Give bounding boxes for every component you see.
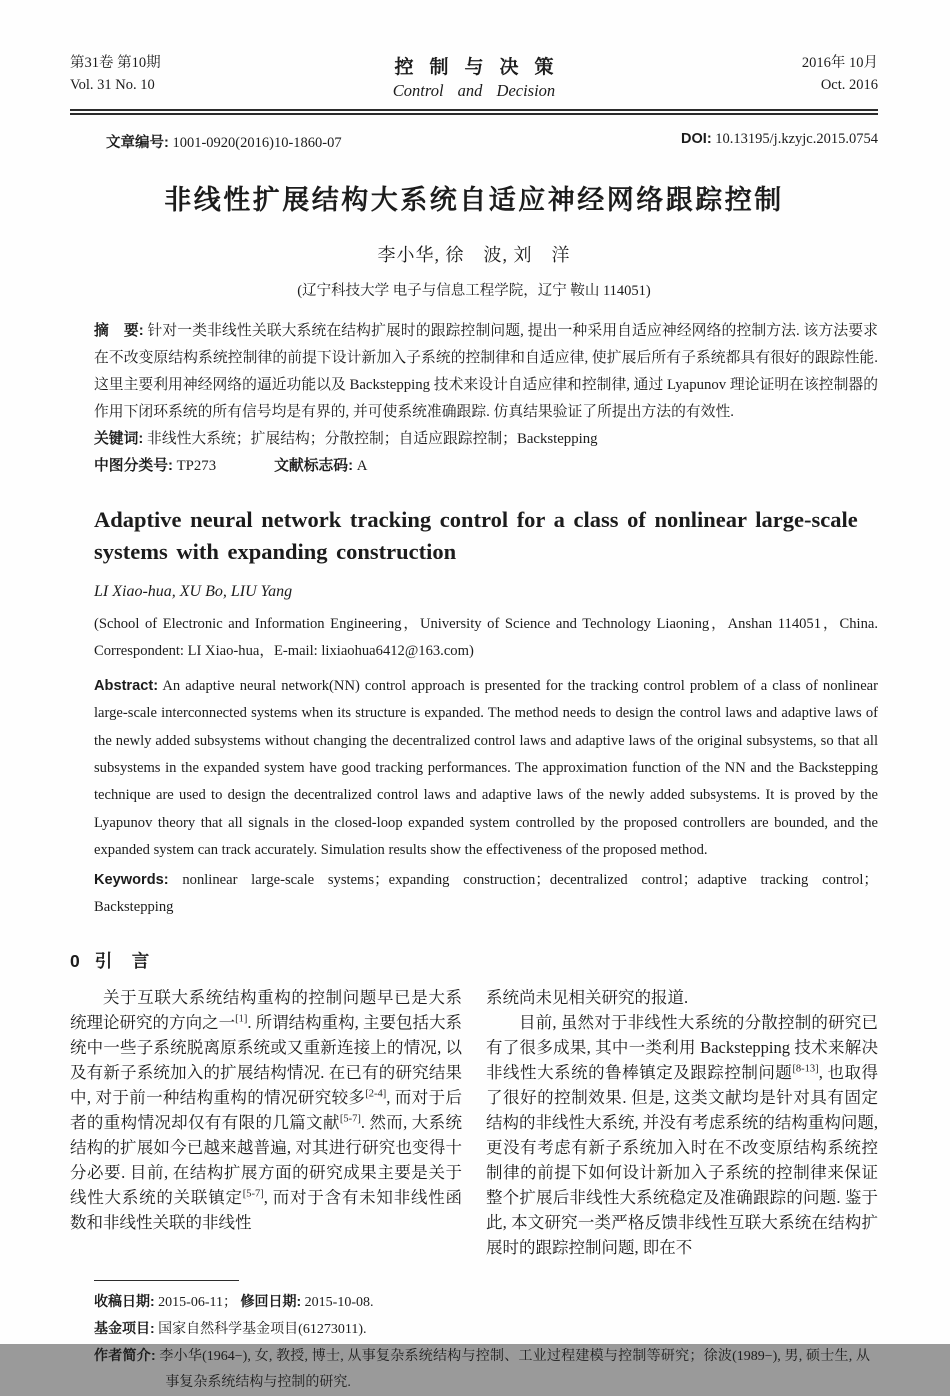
paragraph: 关于互联大系统结构重构的控制问题早已是大系统理论研究的方向之一[1]. 所谓结构重构, 主要包括大系统中一些子系统脱离原系统或又重新连接上的情况, 以及有新子系统加入的扩展结构情况. 在已有的研究结果中, 对于前一种结构重构的情况研究较多[2-4], 而对于后者的重构情况却仅有有限的几篇文献[5-7]. 然而, 大系统结构的扩展如今已越来越普遍, 对其进行研究也变得十分必要. 目前, 在结构扩展方面的研究成果主要是关于线性大系统的关联镇定[5-7], 而对于含有未知非线性函数和非线性关联的非线性 [70, 987, 463, 1233]
abstract-cn-block [94, 318, 878, 480]
issue-info [70, 52, 240, 97]
journal-name-en: Control and Decision [392, 81, 556, 100]
abstract-en-label: Abstract: [94, 677, 159, 694]
fund-label: 基金项目: [94, 1320, 155, 1337]
keywords-cn [94, 426, 878, 453]
authors-cn: 李小华, 徐 波, 刘 洋 [377, 245, 571, 265]
received-label: 收稿日期: [94, 1293, 155, 1310]
clc-line [94, 453, 878, 480]
doi-label: DOI: [681, 131, 712, 147]
article-meta [70, 131, 878, 152]
keywords-cn-label: 关键词: [94, 430, 144, 447]
footnote-rule [94, 1280, 239, 1281]
footnote [94, 1289, 878, 1396]
title-cn: 非线性扩展结构大系统自适应神经网络跟踪控制 [164, 185, 784, 215]
right-column [486, 985, 878, 1261]
body-columns [70, 985, 878, 1261]
clc-label: 中图分类号: [94, 457, 173, 474]
footnote-fund [94, 1316, 878, 1343]
keywords-en [94, 867, 878, 922]
affiliation-cn: (辽宁科技大学 电子与信息工程学院，辽宁 鞍山 114051) [297, 283, 651, 299]
abstract-cn [94, 318, 878, 426]
journal-name [240, 52, 708, 101]
abstract-en-text: An adaptive neural network(NN) control approach is presented for the tracking control problem of a class of nonlinear large-scale interconnected systems when its structure is expanded. The method needs to design the control laws and adaptive laws of the newly added subsystems without changing the decentralized control laws and adaptive laws of the original subsystems, so that all subsystems in the expanded system have good tracking performances. The approximation function of the NN and the Backstepping technique are used to design the decentralized control laws and adaptive laws of the newly added subsystems. It is proved by the Lyapunov theory that all signals in the closed-loop expanded system controlled by the proposed controllers are bounded, and the expanded system can track accurately. Simulation results show the effectiveness of the proposed method. [94, 677, 879, 859]
clc-value: TP273 [176, 457, 217, 474]
keywords-cn-text: 非线性大系统；扩展结构；分散控制；自适应跟踪控制；Backstepping [147, 430, 598, 447]
section-0-heading [70, 948, 878, 973]
bio-value: 李小华(1964−), 女, 教授, 博士, 从事复杂系统结构与控制、工业过程建模与控制等研究；徐波(1989−), 男, 硕士生, 从事复杂系统结构与控制的研究. [159, 1349, 871, 1391]
abstract-cn-text: 针对一类非线性关联大系统在结构扩展时的跟踪控制问题, 提出一种采用自适应神经网络的控制方法. 该方法要求在不改变原结构系统控制律的前提下设计新加入子系统的控制律和自适应律, 使扩展后所有子系统都具有很好的跟踪性能. 这里主要利用神经网络的逼近功能以及 Backstepping 技术来设计自适应律和控制律, 通过 Lyapunov 理论证明在该控制器的作用下闭环系统的所有信号均是有界的, 并可使系统准确跟踪. 仿真结果验证了所提出方法的有效性. [94, 323, 878, 420]
paragraph: 目前, 虽然对于非线性大系统的分散控制的研究已有了很多成果, 其中一类利用 Backstepping 技术来解决非线性大系统的鲁棒镇定及跟踪控制问题[8-13], 也取得了很好的控制效果. 但是, 这类文献均是针对具有固定结构的非线性大系统, 并没有考虑系统的结构重构问题, 更没有考虑有新子系统加入时在不改变原结构系统控制律的前提下如何设计新加入子系统的控制律来保证整个扩展后非线性大系统稳定及准确跟踪的问题. 鉴于此, 本文研究一类严格反馈非线性互联大系统在结构扩展时的跟踪控制问题, 即在不 [486, 1012, 879, 1258]
article-number-value: 1001-0920(2016)10-1860-07 [172, 135, 342, 151]
affiliation-en: (School of Electronic and Information Engineering，University of Science and Technology Liaoning，Anshan 114051，China. Correspondent: LI Xiao-hua，E-mail: lixiaohua6412@163.com) [94, 615, 878, 659]
fund-value: 国家自然科学基金项目(61273011). [158, 1322, 367, 1338]
authors-en: LI Xiao-hua, XU Bo, LIU Yang [94, 582, 293, 600]
issue-date-en: Oct. 2016 [820, 77, 878, 94]
doi-value: 10.13195/j.kzyjc.2015.0754 [715, 131, 878, 147]
bio-label: 作者简介: [94, 1347, 156, 1364]
journal-header [70, 52, 878, 101]
abstract-cn-label: 摘 要: [94, 323, 144, 339]
received-value: 2015-06-11； [158, 1295, 237, 1311]
issue-cn: 第31卷 第10期 [70, 55, 161, 71]
keywords-en-text: nonlinear large-scale systems；expanding construction；decentralized control；adaptive tracking control；Backstepping [94, 871, 878, 916]
footnote-bio [94, 1343, 870, 1396]
abstract-en [94, 673, 878, 865]
doc-code-label: 文献标志码: [274, 457, 354, 474]
article-number [70, 131, 342, 152]
issue-en: Vol. 31 No. 10 [70, 77, 155, 94]
issue-date-cn: 2016年 10月 [801, 55, 878, 71]
paragraph: 系统尚未见相关研究的报道. [486, 987, 689, 1007]
section-0-title: 引 言 [94, 950, 151, 971]
section-0-number: 0 [70, 950, 81, 971]
revised-value: 2015-10-08. [304, 1295, 374, 1311]
title-en: Adaptive neural network tracking control for a class of nonlinear large-scale systems with expanding construction [94, 506, 858, 565]
journal-name-cn: 控制与决策 [394, 57, 570, 78]
issue-date [708, 52, 878, 97]
doi [681, 131, 878, 152]
doc-code-value: A [356, 457, 368, 474]
revised-label: 修回日期: [240, 1293, 302, 1310]
keywords-en-label: Keywords: [94, 871, 169, 888]
article-number-label: 文章编号: [106, 135, 169, 151]
left-column [70, 985, 462, 1261]
header-rule [70, 109, 878, 115]
footnote-dates [94, 1289, 878, 1316]
